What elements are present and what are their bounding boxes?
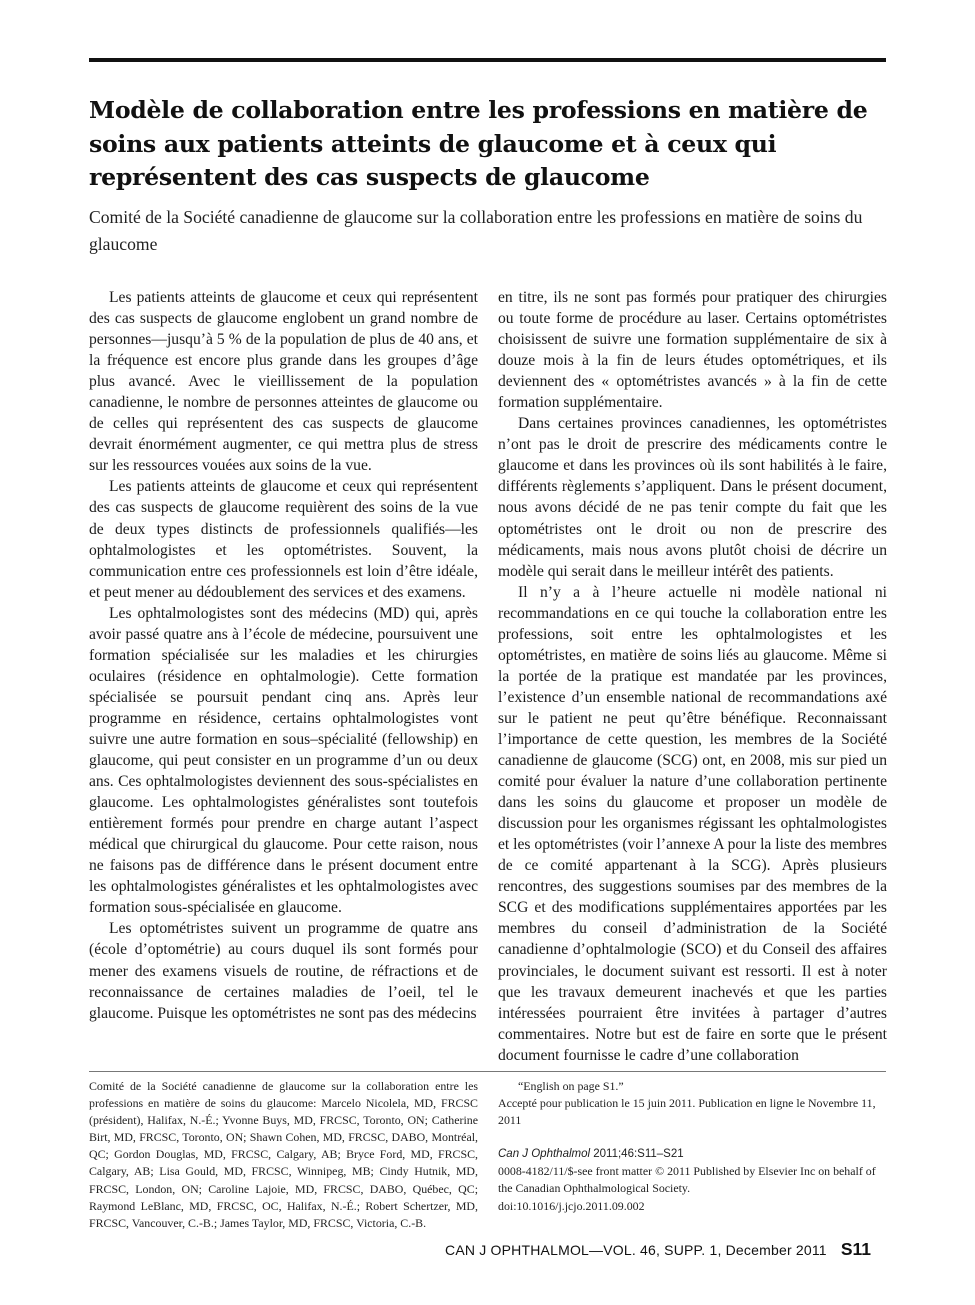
- article-subtitle: Comité de la Société canadienne de glaucome sur la collaboration entre les professions en matière de soins du glaucome: [89, 207, 863, 254]
- paragraph: Il n’y a à l’heure actuelle ni modèle national ni recommandations en ce qui touche la collaboration entre les professions, soit entre les ophtalmologistes et les optométristes, en matière de soins liés au glaucome. Même si la portée de la pratique est mandatée par les provinces, l’existence d’un ensemble national de recommandations axé sur le patient ne peut qu’être bénéfique. Reconnaissant l’importance de cette question, les membres de la Société canadienne de glaucome (SCG) ont, en 2008, mis sur pied un comité pour évaluer la nature d’une collaboration pertinente dans les soins du glaucome et proposer un modèle de discussion pour les organismes régissant les ophtalmologistes et les optométristes (voir l’annexe A pour la liste des membres de ce comité appartenant à la SCG). Après plusieurs rencontres, des suggestions soumises par des membres de la SCG et des modifications supplémentaires apportées par les membres du conseil d’administration de la Société canadienne d’ophtalmologie (SCO) et du Conseil des affaires provinciales, le document suivant est ressorti. Il est à noter que les travaux demeurent inachevés et que les parties intéressées pourraient être invitées à partager d’autres commentaires. Notre but est de faire en sorte que le présent document fournisse le cadre d’une collaboration: [498, 583, 887, 1064]
- paragraph: Les patients atteints de glaucome et ceux qui représentent des cas suspects de glaucome requièrent des soins de la vue de deux types distincts de professionnels qualifiés—les ophtalmologistes et les optométristes. Souvent, la communication entre ces professionnels est loin d’être idéale, et peut mener au dédoublement des services et des examens.: [89, 478, 478, 601]
- page-number: S11: [840, 1239, 871, 1259]
- journal-name: Can J Ophthalmol: [498, 1148, 591, 1161]
- committee-footnote: Comité de la Société canadienne de glaucome sur la collaboration entre les professions en matière de soins du glaucome: Marcelo Nicolela, MD, FRCSC (président), Halifax, N.-É.; Yvonne Buys, MD, FRCSC, Toronto, ON; Catherine Birt, MD, FRCSC, Toronto, ON; Shawn Cohen, MD, FRCSC, DABO, Montréal, QC; Gordon Douglas, MD, FRCSC, Calgary, AB; Bryce Ford, MD, FRCSC, Calgary, AB; Lisa Gould, MD, FRCSC, Winnipeg, MB; Cindy Hutnik, MD, FRCSC, London, ON; Caroline Lajoie, MD, FRCSC, DABO, Québec, QC; Raymond LeBlanc, MD, FRCSC, OC, Halifax, N.-É.; Robert Schertzer, MD, FRCSC, Vancouver, C.-B.; James Taylor, MD, FRCSC, Victoria, C.-B.: [89, 1079, 478, 1230]
- english-note: “English on page S1.”: [518, 1079, 624, 1093]
- page-footer: [445, 1239, 871, 1260]
- paragraph: Les patients atteints de glaucome et ceux qui représentent des cas suspects de glaucome englobent un grand nombre de personnes—jusqu’à 5 % de la population de plus de 40 ans, et la fréquence est encore plus grande dans les groupes d’âge plus avancé. Avec le vieillissement de la population canadienne, le nombre de personnes atteintes de glaucome ou de celles qui représentent des cas suspects de glaucome devrait énormément augmenter, ce qui mettra plus de stress sur les ressources vouées aux soins de la vue.: [89, 289, 478, 475]
- paragraph: Dans certaines provinces canadiennes, les optométristes n’ont pas le droit de prescrire des médicaments contre le glaucome et dans les provinces où ils sont habilités à le faire, différents règlements s’appliquent. Dans le présent document, nous avons décidé de ne pas tenir compte du fait que les optométristes ont le droit ou non de prescrire des médicaments, mais nous avons plutôt choisi de décrire un modèle qui serait dans le meilleur intérêt des patients.: [498, 415, 887, 580]
- journal-reference: [498, 1146, 887, 1163]
- doi[interactable]: doi:10.1016/j.jcjo.2011.09.002: [498, 1198, 645, 1213]
- accepted-note: Accepté pour publication le 15 juin 2011. Publication en ligne le Novembre 11, 2011: [498, 1096, 876, 1128]
- running-head: CAN J OPHTHALMOL—VOL. 46, SUPP. 1, December 2011: [445, 1242, 827, 1258]
- article-title: Modèle de collaboration entre les professions en matière de soins aux patients atteints de glaucome et à ceux qui représentent des cas suspects de glaucome: [89, 96, 868, 191]
- journal-citation: 2011;46:S11–S21: [593, 1148, 684, 1161]
- body-column-right: [498, 287, 887, 1066]
- footnote-divider: [89, 1071, 886, 1072]
- paragraph: Les ophtalmologistes sont des médecins (MD) qui, après avoir passé quatre ans à l’école de médecine, poursuivent une formation spécialisée sur les maladies et les chirurgies oculaires (résidence en ophtalmologie). Cette formation spécialisée se poursuit pendant cinq ans. Après leur programme en résidence, certains ophtalmologistes vont suivre une autre formation en sous–spécialité (fellowship) en glaucome, qui peut consister en un programme d’un ou deux ans. Ces ophtalmologistes deviennent des sous-spécialistes en glaucome. Les ophtalmologistes généralistes sont toutefois entièrement formés pour prendre en charge autant l’aspect médical que chirurgical du glaucome. Pour cette raison, nous ne faisons pas de différence dans le présent document entre les ophtalmologistes généralistes et les ophtalmologistes avec formation sous-spécialisée en glaucome.: [89, 604, 478, 917]
- body-column-left: [89, 287, 478, 1024]
- paragraph: en titre, ils ne sont pas formés pour pratiquer des chirurgies ou toute forme de procédure au laser. Certains optométristes choisissent de suivre une formation supplémentaire de six à douze mois à la fin de leurs études optométriques, et ils deviennent des « optométristes avancés » à la fin de cette formation supplémentaire.: [498, 289, 887, 412]
- top-rule: [89, 58, 886, 62]
- publication-footnote: [498, 1078, 887, 1215]
- copyright-note: 0008-4182/11/$-see front matter © 2011 Published by Elsevier Inc on behalf of the Canadian Ophthalmological Society.: [498, 1164, 876, 1196]
- paragraph: Les optométristes suivent un programme de quatre ans (école d’optométrie) au cours duquel ils sont formés pour mener des examens visuels de routine, de réfractions et de reconnaissance de certaines maladies de l’oeil, tel le glaucome. Puisque les optométristes ne sont pas des médecins: [89, 920, 478, 1022]
